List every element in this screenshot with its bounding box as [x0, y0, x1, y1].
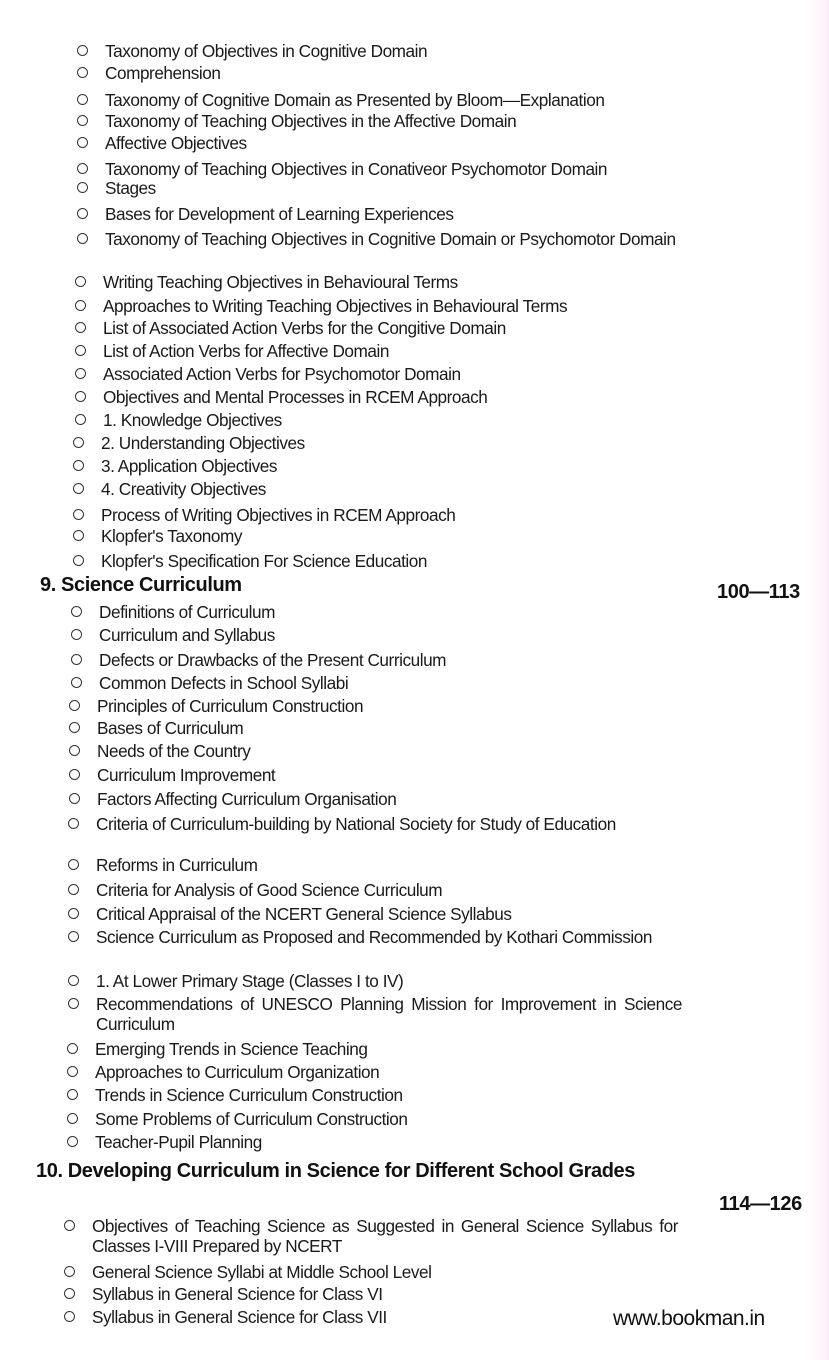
- toc-item[interactable]: Teacher-Pupil Planning: [95, 1132, 262, 1152]
- bullet-circle-icon: [69, 700, 80, 711]
- toc-item[interactable]: General Science Syllabi at Middle School Level: [92, 1262, 431, 1282]
- bullet-circle-icon: [64, 1266, 75, 1277]
- bullet-circle-icon: [73, 509, 84, 520]
- bullet-circle-icon: [67, 1043, 78, 1054]
- bullet-circle-icon: [71, 629, 82, 640]
- toc-item[interactable]: Bases for Development of Learning Experiences: [105, 204, 454, 224]
- toc-item[interactable]: Comprehension: [105, 63, 221, 83]
- bullet-circle-icon: [75, 300, 86, 311]
- toc-item[interactable]: Taxonomy of Teaching Objectives in the Affective Domain: [105, 111, 516, 131]
- chapter-9-page-range: 100—113: [717, 581, 800, 603]
- toc-item[interactable]: Associated Action Verbs for Psychomotor Domain: [103, 364, 461, 384]
- toc-item[interactable]: Factors Affecting Curriculum Organisation: [97, 789, 396, 809]
- bullet-circle-icon: [67, 1089, 78, 1100]
- toc-item[interactable]: Approaches to Curriculum Organization: [95, 1062, 379, 1082]
- bullet-circle-icon: [69, 793, 80, 804]
- toc-item[interactable]: Curriculum Improvement: [97, 765, 275, 785]
- toc-item[interactable]: 1. At Lower Primary Stage (Classes I to IV): [96, 971, 403, 991]
- toc-item[interactable]: Syllabus in General Science for Class VI: [92, 1284, 383, 1304]
- bullet-circle-icon: [73, 437, 84, 448]
- toc-item[interactable]: Common Defects in School Syllabi: [99, 673, 348, 693]
- toc-item[interactable]: Writing Teaching Objectives in Behavioural Terms: [103, 272, 458, 292]
- bullet-circle-icon: [73, 460, 84, 471]
- bullet-circle-icon: [77, 137, 88, 148]
- chapter-10-page-range: 114—126: [719, 1193, 802, 1215]
- bullet-circle-icon: [71, 606, 82, 617]
- bullet-circle-icon: [67, 1113, 78, 1124]
- toc-item[interactable]: Principles of Curriculum Construction: [97, 696, 363, 716]
- toc-item[interactable]: Definitions of Curriculum: [99, 602, 275, 622]
- toc-item[interactable]: 1. Knowledge Objectives: [103, 410, 282, 430]
- bullet-circle-icon: [68, 975, 79, 986]
- bullet-circle-icon: [75, 322, 86, 333]
- bullet-circle-icon: [71, 654, 82, 665]
- bullet-circle-icon: [77, 233, 88, 244]
- toc-item[interactable]: Bases of Curriculum: [97, 718, 243, 738]
- bullet-circle-icon: [77, 163, 88, 174]
- toc-item[interactable]: Science Curriculum as Proposed and Recommended by Kothari Commission: [96, 927, 682, 947]
- toc-item[interactable]: Stages: [105, 178, 156, 198]
- bullet-circle-icon: [69, 745, 80, 756]
- bullet-circle-icon: [77, 182, 88, 193]
- bullet-circle-icon: [75, 391, 86, 402]
- bullet-circle-icon: [71, 677, 82, 688]
- chapter-9-title[interactable]: 9. Science Curriculum: [40, 574, 242, 596]
- chapter-10-title[interactable]: 10. Developing Curriculum in Science for Different School Grades: [36, 1160, 635, 1182]
- bullet-circle-icon: [77, 208, 88, 219]
- toc-item[interactable]: 4. Creativity Objectives: [101, 479, 266, 499]
- bullet-circle-icon: [77, 115, 88, 126]
- toc-item[interactable]: Defects or Drawbacks of the Present Curriculum: [99, 650, 446, 670]
- bullet-circle-icon: [64, 1311, 75, 1322]
- bullet-circle-icon: [75, 368, 86, 379]
- toc-item[interactable]: 3. Application Objectives: [101, 456, 277, 476]
- toc-item[interactable]: Klopfer's Specification For Science Education: [101, 551, 427, 571]
- page-edge-shade: [807, 0, 829, 1360]
- bullet-circle-icon: [77, 67, 88, 78]
- bullet-circle-icon: [73, 555, 84, 566]
- toc-item[interactable]: List of Action Verbs for Affective Domain: [103, 341, 389, 361]
- toc-item[interactable]: Curriculum and Syllabus: [99, 625, 275, 645]
- bullet-circle-icon: [68, 908, 79, 919]
- toc-item[interactable]: Approaches to Writing Teaching Objectives in Behavioural Terms: [103, 296, 567, 316]
- bullet-circle-icon: [68, 884, 79, 895]
- bullet-circle-icon: [68, 859, 79, 870]
- publisher-website[interactable]: www.bookman.in: [613, 1307, 765, 1330]
- bullet-circle-icon: [64, 1288, 75, 1299]
- toc-item[interactable]: List of Associated Action Verbs for the Congitive Domain: [103, 318, 506, 338]
- toc-item[interactable]: Objectives of Teaching Science as Suggested in General Science Syllabus for Classes I-VIII Prepared by NCERT: [92, 1216, 678, 1256]
- toc-item[interactable]: Critical Appraisal of the NCERT General Science Syllabus: [96, 904, 512, 924]
- toc-item[interactable]: Recommendations of UNESCO Planning Mission for Improvement in Science Curriculum: [96, 994, 682, 1034]
- bullet-circle-icon: [68, 998, 79, 1009]
- bullet-circle-icon: [69, 769, 80, 780]
- bullet-circle-icon: [75, 345, 86, 356]
- bullet-circle-icon: [68, 931, 79, 942]
- bullet-circle-icon: [75, 414, 86, 425]
- toc-item[interactable]: 2. Understanding Objectives: [101, 433, 305, 453]
- toc-item[interactable]: Taxonomy of Teaching Objectives in Cognitive Domain or Psychomotor Domain: [105, 229, 695, 249]
- toc-item[interactable]: Needs of the Country: [97, 741, 250, 761]
- toc-item[interactable]: Klopfer's Taxonomy: [101, 526, 242, 546]
- bullet-circle-icon: [64, 1220, 75, 1231]
- bullet-circle-icon: [67, 1066, 78, 1077]
- toc-item[interactable]: Some Problems of Curriculum Construction: [95, 1109, 408, 1129]
- toc-item[interactable]: Criteria of Curriculum-building by National Society for Study of Education: [96, 814, 682, 834]
- bullet-circle-icon: [68, 818, 79, 829]
- toc-item[interactable]: Process of Writing Objectives in RCEM Approach: [101, 505, 455, 525]
- toc-item[interactable]: Affective Objectives: [105, 133, 247, 153]
- toc-item[interactable]: Reforms in Curriculum: [96, 855, 258, 875]
- bullet-circle-icon: [73, 530, 84, 541]
- toc-item[interactable]: Syllabus in General Science for Class VII: [92, 1307, 387, 1327]
- bullet-circle-icon: [75, 276, 86, 287]
- toc-item[interactable]: Taxonomy of Teaching Objectives in Conativeor Psychomotor Domain: [105, 159, 607, 179]
- toc-item[interactable]: Taxonomy of Cognitive Domain as Presented by Bloom—Explanation: [105, 90, 604, 110]
- bullet-circle-icon: [77, 94, 88, 105]
- toc-item[interactable]: Criteria for Analysis of Good Science Curriculum: [96, 880, 442, 900]
- toc-item[interactable]: Emerging Trends in Science Teaching: [95, 1039, 367, 1059]
- bullet-circle-icon: [69, 722, 80, 733]
- bullet-circle-icon: [73, 483, 84, 494]
- bullet-circle-icon: [67, 1136, 78, 1147]
- toc-item[interactable]: Trends in Science Curriculum Construction: [95, 1085, 403, 1105]
- bullet-circle-icon: [77, 45, 88, 56]
- toc-item[interactable]: Taxonomy of Objectives in Cognitive Domain: [105, 41, 427, 61]
- toc-item[interactable]: Objectives and Mental Processes in RCEM Approach: [103, 387, 487, 407]
